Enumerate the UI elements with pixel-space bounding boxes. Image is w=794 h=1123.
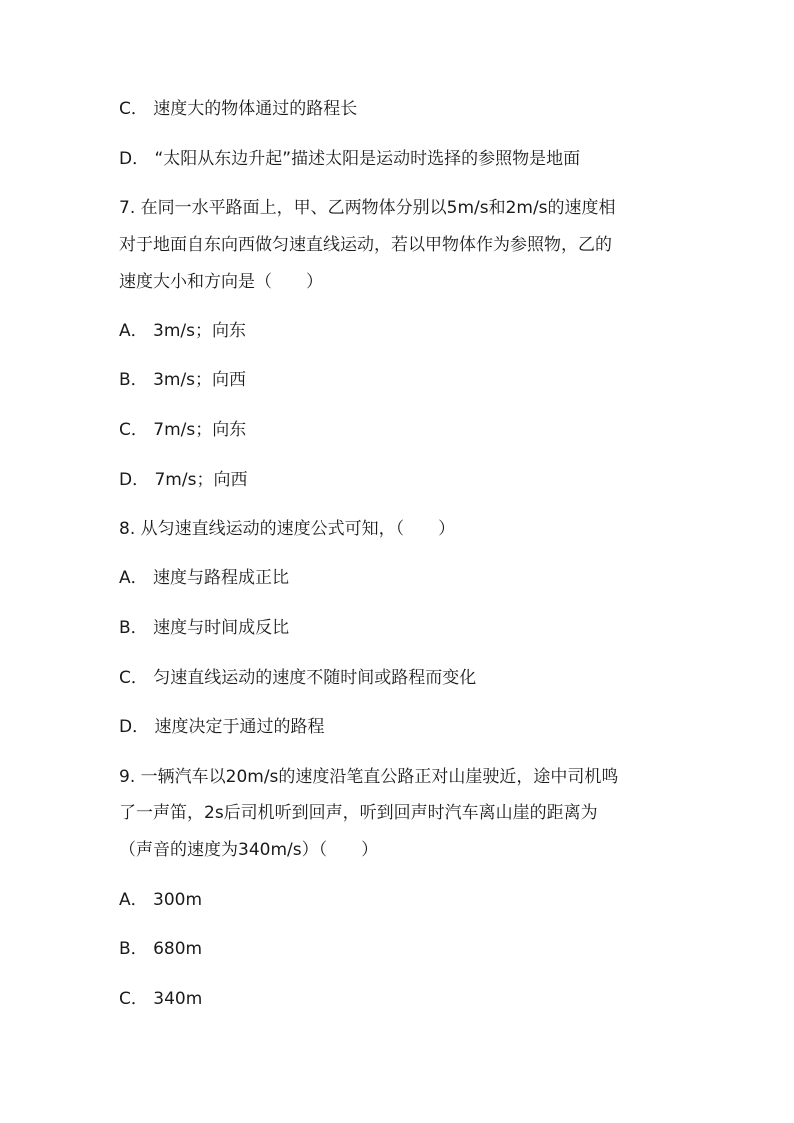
q8-option-a: A． 速度与路程成正比 [119, 568, 290, 588]
q9-stem-line1: 9. 一辆汽车以20m/s的速度沿笔直公路正对山崖驶近，途中司机鸣 [119, 767, 619, 787]
q9-option-b: B． 680m [119, 939, 203, 959]
q9-option-a: A． 300m [119, 890, 203, 910]
q7-option-d: D． 7m/s；向西 [119, 470, 248, 490]
q6-option-c: C． 速度大的物体通过的路程长 [119, 99, 358, 119]
q7-option-a: A． 3m/s；向东 [119, 321, 246, 341]
q7-stem-line3: 速度大小和方向是（ ） [119, 272, 323, 292]
q9-option-c: C． 340m [119, 989, 203, 1009]
q8-option-b: B． 速度与时间成反比 [119, 618, 290, 638]
q9-stem-line2: 了一声笛，2s后司机听到回声，听到回声时汽车离山崖的距离为 [119, 803, 598, 823]
q8-option-c: C． 匀速直线运动的速度不随时间或路程而变化 [119, 668, 477, 688]
q9-stem-line3: （声音的速度为340m/s）（ ） [119, 840, 379, 860]
q7-stem-line1: 7. 在同一水平路面上，甲、乙两物体分别以5m/s和2m/s的速度相 [119, 198, 616, 218]
q8-stem-line1: 8. 从匀速直线运动的速度公式可知，（ ） [119, 519, 456, 539]
q7-option-c: C． 7m/s；向东 [119, 420, 247, 440]
q8-option-d: D． 速度决定于通过的路程 [119, 717, 325, 737]
q7-stem-line2: 对于地面自东向西做匀速直线运动，若以甲物体作为参照物，乙的 [119, 235, 612, 255]
q6-option-d: D． “太阳从东边升起”描述太阳是运动时选择的参照物是地面 [119, 149, 581, 169]
q7-option-b: B． 3m/s；向西 [119, 370, 247, 390]
